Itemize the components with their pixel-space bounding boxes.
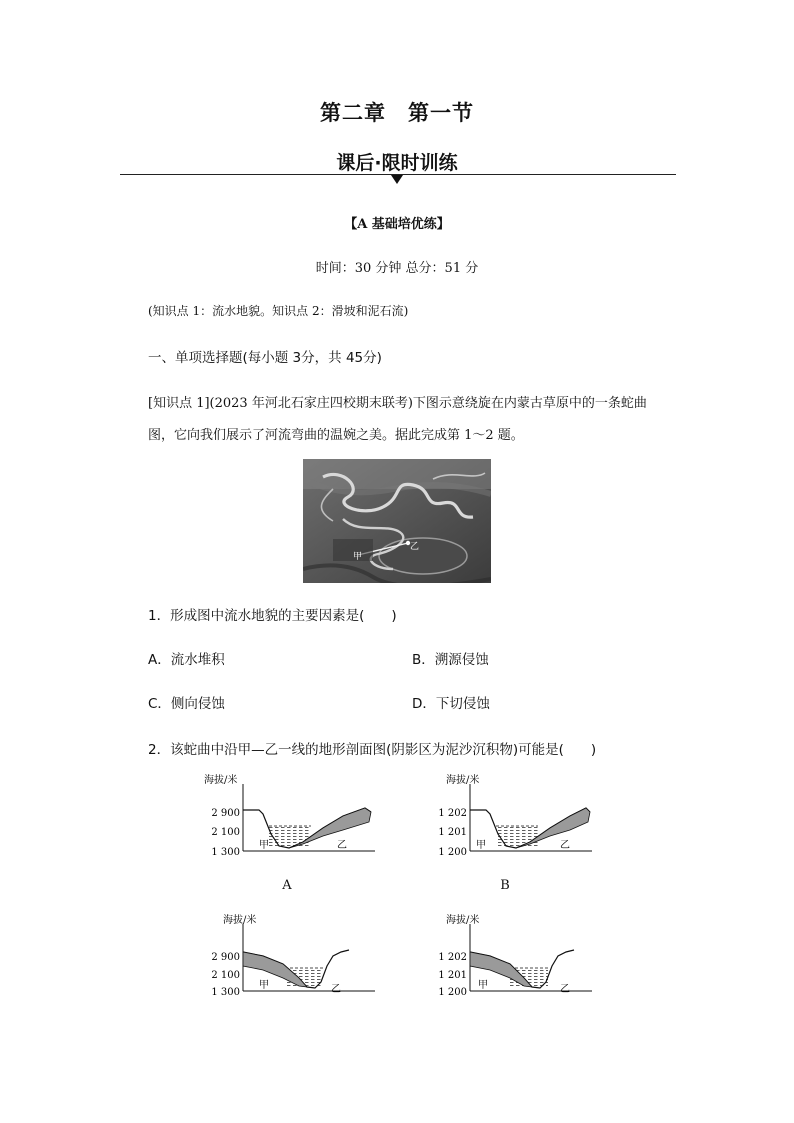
profile-b-tick-3: 1 200: [438, 847, 467, 858]
profile-a-label: A: [282, 878, 292, 893]
profile-d-end: 乙: [560, 984, 570, 995]
question-2-stem: 2．该蛇曲中沿甲—乙一线的地形剖面图(阴影区为泥沙沉积物)可能是( ): [148, 742, 597, 758]
question-1-stem: 1．形成图中流水地貌的主要因素是( ): [148, 608, 397, 624]
profile-b-label: B: [500, 878, 510, 893]
photo-label-yi: 乙: [410, 542, 420, 552]
profile-d-axis-title: 海拔/米: [446, 915, 480, 926]
profile-option-a[interactable]: [203, 772, 383, 862]
triangle-marker-icon: [391, 175, 403, 184]
q1-option-d[interactable]: D．下切侵蚀: [412, 696, 490, 712]
profile-b-end: 乙: [560, 840, 570, 851]
q1-option-c[interactable]: C．侧向侵蚀: [148, 696, 225, 712]
profile-c-axis-title: 海拔/米: [223, 915, 257, 926]
page-subtitle: 课后·限时训练: [336, 152, 458, 174]
q1-option-b[interactable]: B．溯源侵蚀: [412, 652, 489, 668]
chapter-title: 第二章: [320, 101, 386, 125]
profile-b-tick-1: 1 202: [438, 808, 467, 819]
profile-option-d[interactable]: [420, 912, 600, 1002]
profile-c-end: 乙: [331, 984, 341, 995]
section-title: 第一节: [408, 101, 474, 125]
page-title: [0, 97, 794, 127]
question-intro: [148, 388, 668, 452]
profile-c-tick-2: 2 100: [211, 970, 240, 981]
profile-d-start: 甲: [478, 980, 488, 991]
profile-b-start: 甲: [476, 840, 486, 851]
profile-b-axis-title: 海拔/米: [446, 775, 480, 786]
time-info: 时间：30 分钟 总分：51 分: [315, 261, 479, 276]
profile-d-tick-3: 1 200: [438, 987, 467, 998]
profile-d-tick-2: 1 201: [438, 970, 467, 981]
profile-c-tick-3: 1 300: [211, 987, 240, 998]
profile-a-tick-2: 2 100: [211, 827, 240, 838]
part-heading: 一、单项选择题(每小题 3分，共 45分): [148, 350, 382, 366]
profile-a-end: 乙: [337, 840, 347, 851]
profile-b-tick-2: 1 201: [438, 827, 467, 838]
meander-river-photo: [303, 459, 491, 583]
profile-a-start: 甲: [259, 840, 269, 851]
profile-a-tick-1: 2 900: [211, 808, 240, 819]
profile-option-c[interactable]: [203, 912, 383, 1002]
profile-c-tick-1: 2 900: [211, 952, 240, 963]
intro-line-1: [知识点 1](2023 年河北石家庄四校期末联考)下图示意绕旋在内蒙古草原中的一条蛇曲: [148, 396, 647, 411]
knowledge-note: (知识点 1：流水地貌。知识点 2：滑坡和泥石流): [148, 304, 409, 318]
profile-d-tick-1: 1 202: [438, 952, 467, 963]
intro-line-2: 图，它向我们展示了河流弯曲的温婉之美。据此完成第 1～2 题。: [148, 428, 524, 443]
q1-option-a[interactable]: A．流水堆积: [148, 652, 225, 668]
photo-label-jia: 甲: [353, 552, 363, 562]
profile-option-b[interactable]: [420, 772, 600, 862]
section-label: 【A 基础培优练】: [344, 217, 450, 232]
profile-a-axis-title: 海拔/米: [204, 775, 238, 786]
profile-c-start: 甲: [259, 980, 269, 991]
profile-a-tick-3: 1 300: [211, 847, 240, 858]
